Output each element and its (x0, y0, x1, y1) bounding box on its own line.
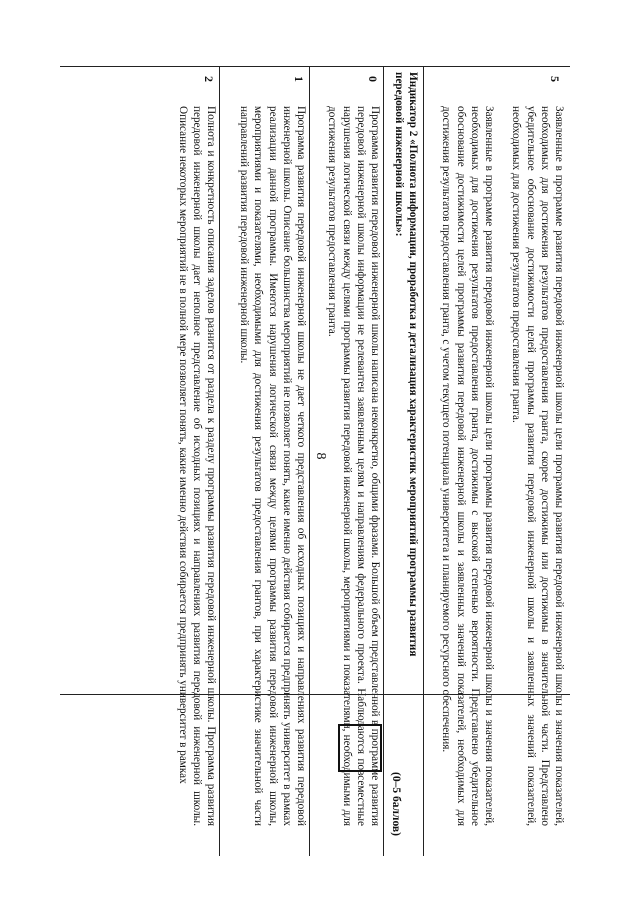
table-border-left (60, 66, 570, 67)
level-0-text: Программа развития передовой инженерной школы написана неконкретно, общими фразами. Большой объем представленной в программе развития передовой инженерной школы информации не релевантен заявленным целям и направлениям федерального проекта. Наблюдаются повсеместные нарушения логической связи между целями программы развития передовой инженерной школы, мероприятиями и показателями, необходимыми для достижения результатов предоставления гранта. (326, 106, 381, 826)
table-rule (423, 66, 424, 856)
table-rule (309, 66, 310, 856)
page-number: 8 (313, 452, 328, 460)
level-score-0: 0 (366, 76, 380, 82)
level-5-paragraph-2: Заявленные в программе развития передовой инженерной школы цели программы развития передовой инженерной школы и значения показателей, необходимых для достижения результатов предоставления гранта, достижимы с высокой степенью вероятности. Представлено убедительное обоснование достижимости целей программы развития передовой инженерной школы и заявленных значений показателей, необходимых для достижения результатов предоставления гранта, с учетом текущего потенциала университета и планируемого ресурсного обеспечения. (440, 106, 495, 826)
level-2-text: Полнота и конкретность описания заделов разнится от раздела к разделу программы развития передовой инженерной школы. Программа развития передовой инженерной школы дает неполное представление об исходных позициях и направлениях развития передовой инженерной школы. Описание некоторых мероприятий не в полной мере позволяет понять, какие именно действия собирается предпринять университет в рамках (176, 106, 217, 826)
level-score-2: 2 (202, 76, 216, 82)
rotated-table (60, 66, 570, 856)
level-score-1: 1 (292, 76, 306, 82)
indicator-title: Индикатор 2 «Полнота информации, проработка и детализация характеристик мероприятий программы развития передовой инженерной школы»: (392, 72, 419, 657)
level-5-paragraph-1: Заявленные в программе развития передовой инженерной школы цели программы развития передовой инженерной школы и значения показателей, необходимых для достижения результатов предоставления гранта, скорее достижимы или достижимы в значительной части. Представлено убедительное обоснование достижимости целей программы развития передовой инженерной школы и заявленных значений показателей, необходимых для достижения результатов предоставления гранта. (510, 106, 565, 826)
score-range-label: (0–5 баллов) (390, 772, 402, 836)
score-cell (330, 696, 400, 836)
score-entry-box[interactable] (338, 724, 382, 772)
table-column-divider (60, 694, 570, 695)
level-score-5: 5 (548, 76, 562, 82)
table-rule (219, 66, 220, 856)
level-1-text: Программа развития передовой инженерной школы не дает четкого представления об исходных позициях и направлениях развития передовой инженерной школы. Описание большинства мероприятий не позволяет понять, какие именно действия собирается предпринять университет в рамках реализации данной программы. Имеются нарушения логической связи между целями программы развития передовой инженерной школы, мероприятиями и показателями, необходимыми для достижения результатов предоставления грантов, при характеристике значительной части направлений развития передовой инженерной школы. (238, 106, 307, 826)
